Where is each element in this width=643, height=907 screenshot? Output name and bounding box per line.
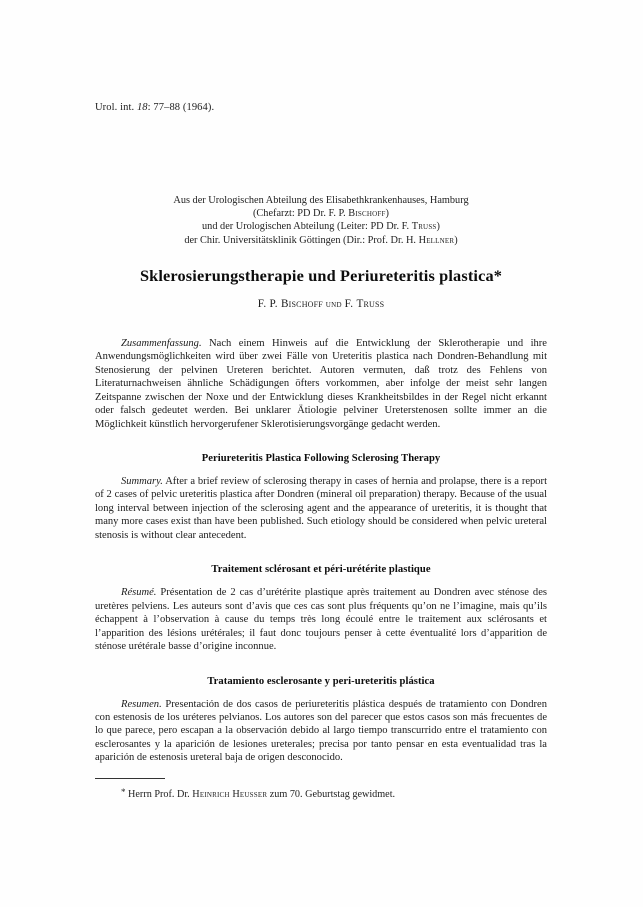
- footnote-text-after: zum 70. Geburtstag gewidmet.: [267, 788, 396, 800]
- abstract-spanish-lead: Resumen.: [121, 698, 162, 710]
- affiliation-name-truss: Truss: [411, 221, 437, 233]
- affiliation-line-4: [95, 234, 547, 247]
- affiliation-block: [95, 194, 547, 247]
- author-1-initials: F. P.: [257, 297, 281, 310]
- abstract-german: [95, 337, 547, 431]
- affiliation-line-2-suffix: ): [385, 208, 389, 220]
- author-1-surname: Bischoff: [280, 297, 323, 310]
- page-title: Sklerosierungstherapie und Periureteritis plastica*: [139, 265, 503, 285]
- affiliation-line-3-suffix: ): [436, 221, 440, 233]
- affiliation-line-3-prefix: und der Urologischen Abteilung (Leiter: PD Dr. F.: [202, 221, 412, 233]
- abstract-spanish: [95, 698, 547, 765]
- affiliation-line-3: [95, 220, 547, 233]
- affiliation-line-1: Aus der Urologischen Abteilung des Elisabethkrankenhauses, Hamburg: [173, 195, 469, 206]
- abstract-french-lead: Résumé.: [121, 587, 157, 599]
- section-heading-french: Traitement sclérosant et péri-urétérite plastique: [211, 564, 431, 576]
- affiliation-line-2: [95, 207, 547, 220]
- affiliation-name-bischoff: Bischoff: [348, 208, 386, 220]
- abstract-french-body: Présentation de 2 cas d’urétérite plastique après traitement au Dondren avec sténose des uretères pelviens. Les auteurs sont d’avis que ces cas sont plus fréquents qu’on ne l’imagine, mais qu’ils échappent à l’observation à cause du temps très long écoulé entre le traitement aux sclérosants et l’apparition des lésions urétérales; il faut donc toujours penser à cette éventualité lors d’apparition de sténose urétérale basse d’origine inconnue.: [95, 587, 547, 653]
- author-byline: [95, 298, 547, 310]
- citation-year: (1964).: [182, 102, 215, 113]
- abstract-english-body: After a brief review of sclerosing therapy in cases of hernia and prolapse, there is a report of 2 cases of pelvic ureteritis plastica after Dondren (mineral oil preparation) therapy. Because of the usual long interval between injection of the sclerosing agent and the appearance of ureteritis, it is thought that many more cases exist than have been published. Such etiology should be considered when pelvic ureteral stenosis is without clear antecedent.: [95, 475, 547, 541]
- affiliation-line-4-prefix: der Chir. Universitätsklinik Göttingen (Dir.: Prof. Dr. H.: [184, 234, 419, 246]
- affiliation-name-hellner: Hellner: [418, 234, 455, 246]
- footnote-separator-rule: [95, 778, 165, 779]
- author-2-initials: F.: [344, 297, 357, 310]
- abstract-english-lead: Summary.: [121, 475, 163, 487]
- author-conjunction: und: [322, 298, 345, 310]
- citation-volume: 18: [136, 102, 148, 113]
- section-heading-english: Periureteritis Plastica Following Sclerosing Therapy: [201, 452, 441, 464]
- abstract-german-body: Nach einem Hinweis auf die Entwicklung der Sklerotherapie und ihre Anwendungsmöglichkeiten wird über zwei Fälle von Ureteritis plastica nach Dondren-Behandlung mit Stenosierung der pelvinen Ureteren berichtet. Autoren vermuten, daß trotz des Fehlens von Literaturnachweisen ähnliche Schädigungen öfters vorkommen, aber infolge der meist sehr langen Zeitspanne zwischen der Noxe und der Entwicklung dieses Krankheitsbildes in der Regel nicht erkannt oder falsch gedeutet werden. Bei unklarer Ätiologie pelviner Ureterstenosen sollte immer an die Möglichkeit künstlich hervorgerufener Sklerotisierungsvorgänge gedacht werden.: [95, 337, 547, 430]
- abstract-german-lead: Zusammenfassung.: [121, 337, 202, 349]
- abstract-english: [95, 475, 547, 542]
- affiliation-line-4-suffix: ): [454, 234, 458, 246]
- abstract-spanish-body: Presentación de dos casos de periureteritis plástica después de tratamiento con Dondren con estenosis de los uréteres pelvianos. Los autores son del parecer que estos casos son más frecuentes de lo que parece, pero escapan a la observación debido al largo tiempo transcurrido entre el tratamiento con esclerosantes y la aparición de lesiones ureterales; precisa por tanto pensar en esta eventualidad tras la aparición de estenosis ureteral baja de origen desconocido.: [95, 698, 547, 764]
- section-heading-spanish: Tratamiento esclerosante y peri-ureteritis plástica: [207, 675, 435, 687]
- footnote-marker: *: [121, 786, 126, 797]
- affiliation-line-2-prefix: (Chefarzt: PD Dr. F. P.: [253, 208, 349, 220]
- abstract-french: [95, 586, 547, 653]
- citation-pages: 77–88: [153, 102, 181, 113]
- text-column: [95, 0, 547, 801]
- footnote-text: [95, 786, 547, 801]
- citation-journal: Urol. int.: [95, 102, 135, 113]
- journal-citation: Urol. int. 18: 77–88 (1964).: [95, 102, 215, 113]
- footnote-text-before: Herrn Prof. Dr.: [125, 788, 193, 800]
- author-2-surname: Truss: [356, 297, 385, 310]
- footnote-dedicatee-name: Heinrich Heusser: [192, 788, 268, 800]
- footnote-block: [95, 778, 547, 801]
